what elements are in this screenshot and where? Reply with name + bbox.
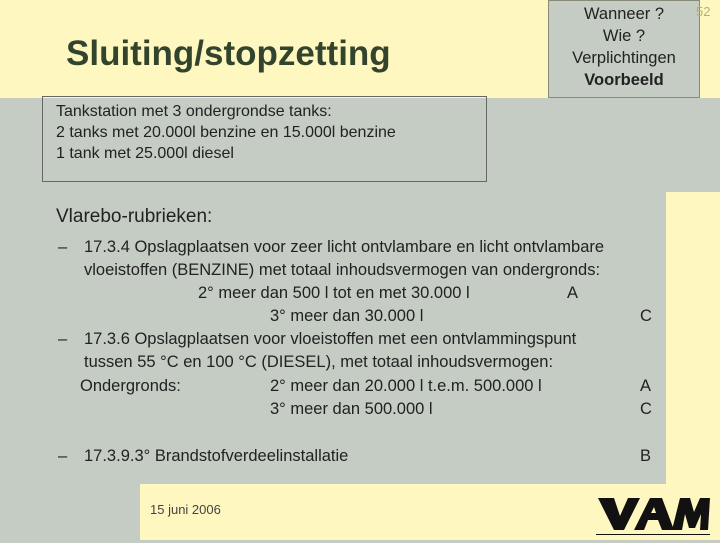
item1-sub2-text: 3° meer dan 30.000 l (270, 307, 424, 325)
footer-date: 15 juni 2006 (150, 502, 221, 517)
item3-dash: – (58, 447, 68, 465)
example-box (42, 96, 487, 182)
item1-line-1: 17.3.4 Opslagplaatsen voor zeer licht ontvlambare en licht ontvlambare (84, 238, 605, 256)
example-line-2: 2 tanks met 20.000l benzine en 15.000l benzine (56, 124, 396, 141)
topic-wie: Wie ? (602, 27, 646, 45)
item1-line-2: vloeistoffen (BENZINE) met totaal inhoudsvermogen van ondergronds: (84, 261, 601, 279)
right-band (666, 192, 720, 484)
slide-number: 52 (696, 4, 711, 19)
item1-sub1-text: 2° meer dan 500 l tot en met 30.000 l (198, 284, 470, 302)
item2-dash: – (58, 330, 68, 348)
topic-verplichtingen: Verplichtingen (572, 49, 676, 67)
item2-label: Ondergronds: (80, 377, 181, 395)
example-line-1: Tankstation met 3 ondergrondse tanks: (56, 103, 332, 120)
item2-sub2-class: C (640, 400, 652, 418)
item2-sub1-text: 2° meer dan 20.000 l t.e.m. 500.000 l (270, 377, 542, 395)
item1-sub1-class: A (567, 284, 579, 302)
section-heading: Vlarebo-rubrieken: (56, 206, 213, 227)
item1-sub2-class: C (640, 307, 652, 325)
item3-text: 17.3.9.3° Brandstofverdeelinstallatie (84, 447, 349, 465)
item2-line-1: 17.3.6 Opslagplaatsen voor vloeistoffen met een ontvlammingspunt (84, 330, 577, 348)
example-line-3: 1 tank met 25.000l diesel (56, 145, 234, 162)
topic-box (548, 0, 700, 98)
topic-voorbeeld: Voorbeeld (584, 71, 664, 89)
item1-dash: – (58, 238, 68, 256)
slide-title: Sluiting/stopzetting (66, 34, 391, 73)
item2-line-2: tussen 55 °C en 100 °C (DIESEL), met totaal inhoudsvermogen: (84, 353, 554, 371)
item3-class: B (640, 447, 652, 465)
item2-sub1-class: A (640, 377, 652, 395)
item2-sub2-text: 3° meer dan 500.000 l (270, 400, 433, 418)
vam-logo-icon (594, 494, 714, 538)
topic-wanneer: Wanneer ? (583, 5, 665, 23)
